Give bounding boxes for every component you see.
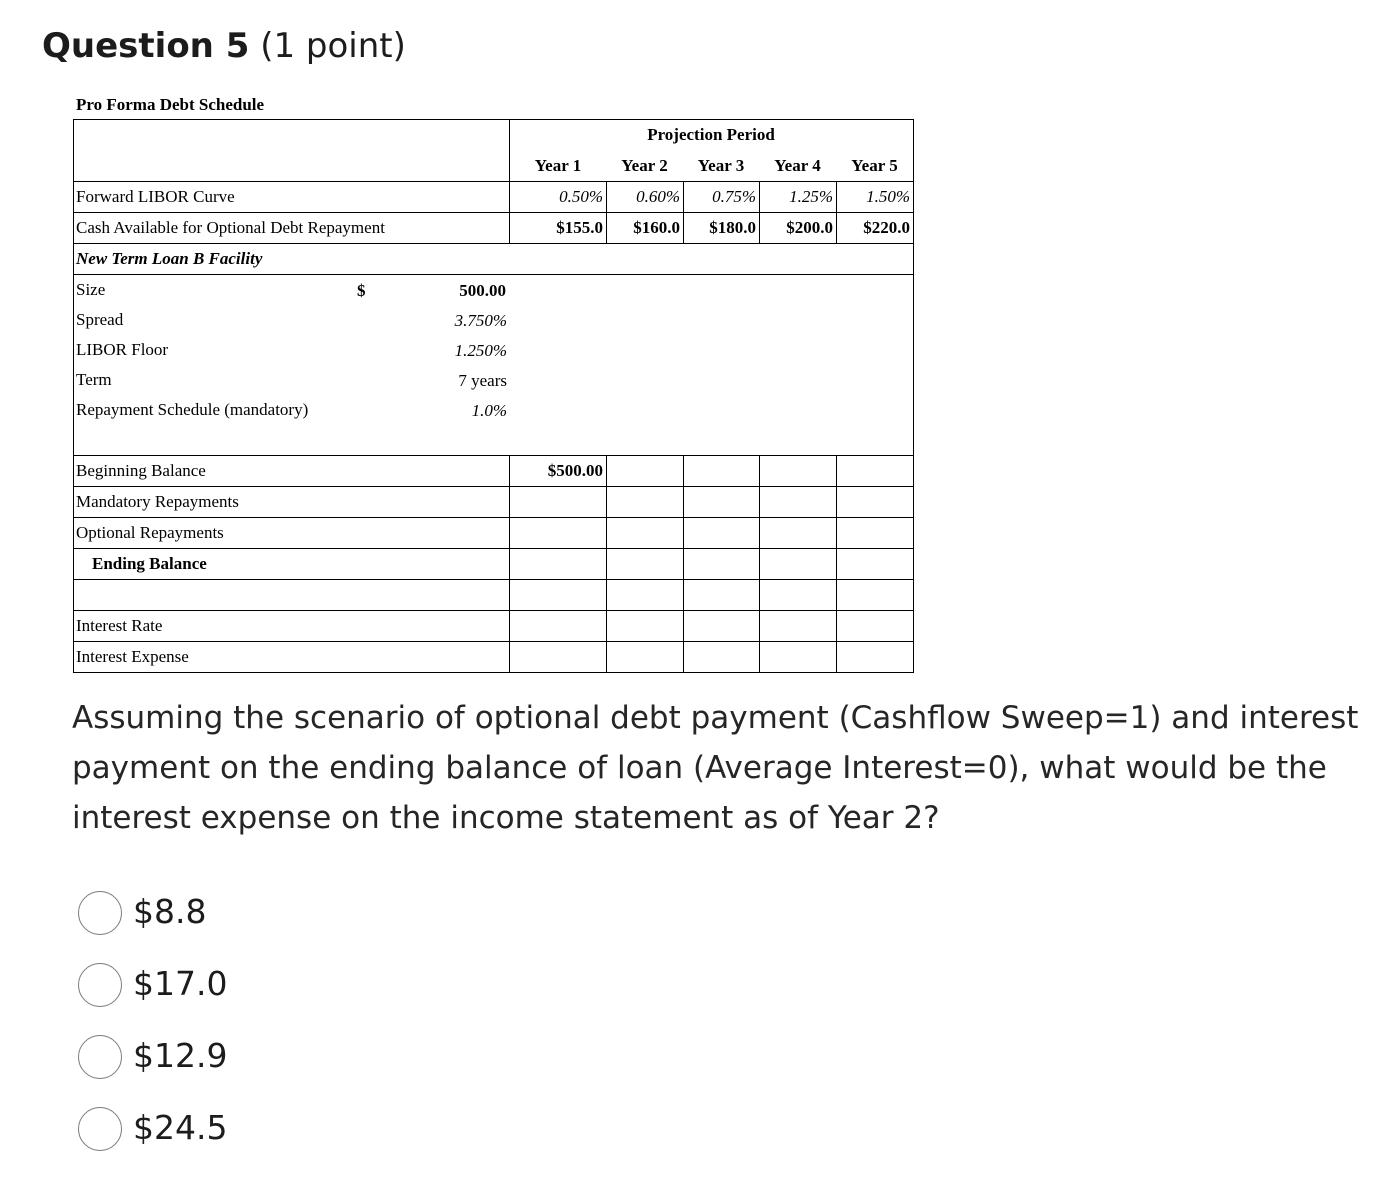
grid-line	[836, 455, 837, 673]
grid-line	[73, 548, 914, 549]
year-header: Year 1	[534, 156, 582, 175]
mandatory-repayments-label: Mandatory Repayments	[76, 492, 239, 511]
year-header: Year 2	[621, 156, 668, 175]
grid-line	[73, 610, 914, 611]
answer-option-label: $8.8	[133, 892, 207, 931]
repayment-schedule-value: 1.0%	[471, 401, 507, 420]
projection-period-header: Projection Period	[647, 125, 775, 144]
cash-available-label: Cash Available for Optional Debt Repayment	[76, 218, 385, 237]
libor-floor-label: LIBOR Floor	[76, 340, 169, 359]
interest-expense-label: Interest Expense	[76, 647, 189, 666]
size-currency: $	[357, 281, 366, 300]
cash-available-value: $200.0	[786, 218, 833, 237]
ending-balance-label: Ending Balance	[92, 554, 207, 573]
year-header: Year 4	[774, 156, 821, 175]
optional-repayments-label: Optional Repayments	[76, 523, 224, 542]
grid-line	[683, 455, 684, 673]
answer-option[interactable]	[78, 886, 378, 936]
libor-floor-value: 1.250%	[454, 341, 507, 360]
grid-line	[759, 455, 760, 673]
grid-line	[73, 181, 914, 182]
year-header: Year 3	[697, 156, 745, 175]
grid-line	[73, 579, 914, 580]
grid-line	[73, 641, 914, 642]
question-number: Question 5	[42, 26, 250, 66]
radio-button[interactable]	[78, 963, 122, 1007]
cash-available-value: $160.0	[633, 218, 680, 237]
answer-option[interactable]	[78, 1102, 378, 1152]
question-prompt: Assuming the scenario of optional debt payment (Cashflow Sweep=1) and interest payment on the ending balance of loan (Average Interest=0), what would be the interest expense on the income statement as of Year 2?	[72, 700, 1359, 836]
grid-line	[73, 672, 914, 673]
grid-line	[73, 455, 914, 456]
repayment-schedule-label: Repayment Schedule (mandatory)	[76, 400, 309, 419]
libor-value: 0.75%	[712, 187, 756, 206]
grid-line	[913, 119, 914, 673]
facility-label: New Term Loan B Facility	[76, 249, 263, 268]
grid-line	[73, 119, 74, 673]
answer-option-label: $12.9	[133, 1036, 228, 1075]
radio-button[interactable]	[78, 891, 122, 935]
size-label: Size	[76, 280, 106, 299]
libor-value: 1.50%	[866, 187, 910, 206]
term-value: 7 years	[458, 371, 507, 390]
schedule-title: Pro Forma Debt Schedule	[76, 95, 265, 114]
radio-button[interactable]	[78, 1035, 122, 1079]
answer-option-label: $24.5	[133, 1108, 228, 1147]
libor-value: 0.60%	[636, 187, 680, 206]
beginning-balance-year1: $500.00	[547, 461, 603, 480]
grid-line	[606, 455, 607, 673]
radio-button[interactable]	[78, 1107, 122, 1151]
term-label: Term	[76, 370, 112, 389]
size-value: 500.00	[459, 281, 506, 300]
answer-option-label: $17.0	[133, 964, 228, 1003]
grid-line	[73, 486, 914, 487]
grid-line	[73, 274, 914, 275]
grid-line	[73, 212, 914, 213]
cash-available-value: $220.0	[863, 218, 910, 237]
libor-value: 1.25%	[789, 187, 833, 206]
beginning-balance-label: Beginning Balance	[76, 461, 206, 480]
interest-rate-label: Interest Rate	[76, 616, 163, 635]
grid-line	[73, 243, 914, 244]
answer-option[interactable]	[78, 958, 378, 1008]
answer-option[interactable]	[78, 1030, 378, 1080]
libor-value: 0.50%	[559, 187, 603, 206]
spread-label: Spread	[76, 310, 124, 329]
question-points: (1 point)	[260, 26, 406, 66]
libor-label: Forward LIBOR Curve	[76, 187, 235, 206]
cash-available-value: $180.0	[709, 218, 756, 237]
grid-line	[73, 119, 914, 120]
cash-available-value: $155.0	[556, 218, 603, 237]
spread-value: 3.750%	[454, 311, 507, 330]
grid-line	[73, 517, 914, 518]
grid-line	[509, 455, 510, 673]
year-header: Year 5	[851, 156, 898, 175]
